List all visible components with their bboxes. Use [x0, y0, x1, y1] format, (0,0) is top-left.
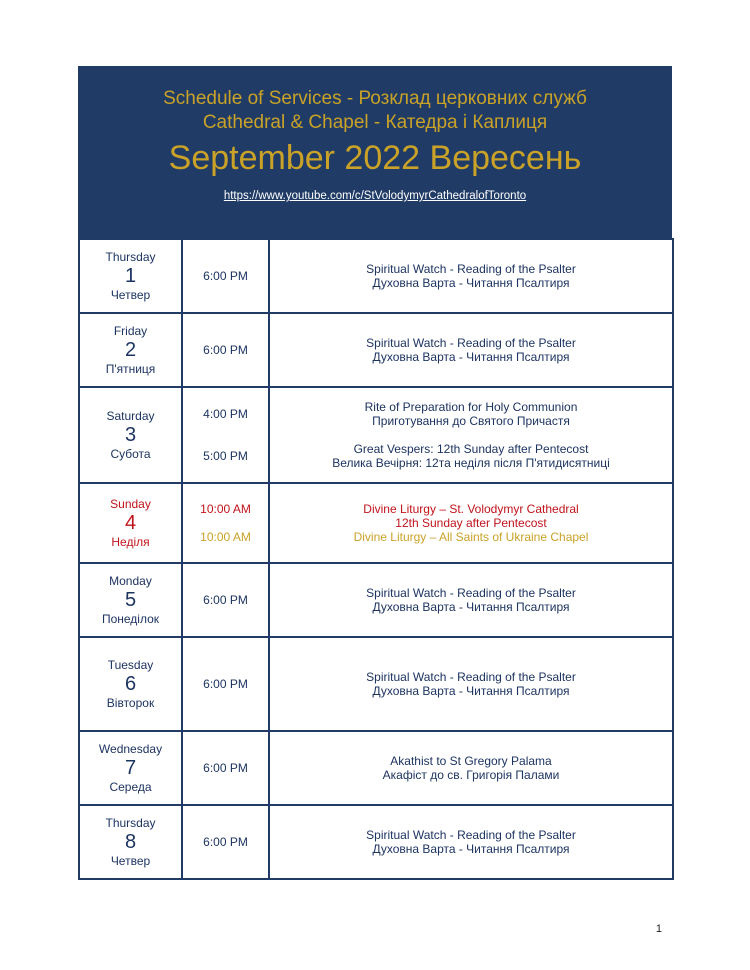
day-name-en: Wednesday	[98, 742, 163, 756]
description-cell	[269, 483, 673, 563]
service-title-en: Spiritual Watch - Reading of the Psalter	[366, 828, 576, 842]
day-name-en: Monday	[109, 574, 152, 588]
table-row	[79, 731, 673, 805]
service-time: 5:00 PM	[203, 449, 248, 463]
table-row	[79, 637, 673, 731]
description-cell	[269, 239, 673, 313]
service-title-uk: Акафіст до св. Григорія Палами	[382, 768, 560, 782]
service-time: 6:00 PM	[203, 593, 248, 607]
service-subtitle: 12th Sunday after Pentecost	[395, 516, 547, 530]
day-name-uk: Понеділок	[101, 612, 160, 626]
day-name-en: Tuesday	[107, 658, 154, 672]
header-month: September 2022 Вересень	[168, 139, 582, 177]
day-number: 6	[124, 673, 137, 695]
service-title-en: Spiritual Watch - Reading of the Psalter	[366, 336, 576, 350]
day-name-en: Saturday	[106, 409, 155, 423]
schedule-table	[78, 238, 674, 880]
description-cell	[269, 731, 673, 805]
day-number: 8	[124, 831, 137, 853]
time-cell	[182, 563, 269, 637]
time-cell	[182, 637, 269, 731]
day-name-uk: Четвер	[110, 288, 151, 302]
day-name-uk: Субота	[110, 447, 151, 461]
service-title-en: Spiritual Watch - Reading of the Psalter	[366, 670, 576, 684]
service-title-uk: Духовна Варта - Читання Псалтиря	[372, 350, 570, 364]
day-number: 2	[124, 339, 137, 361]
day-cell	[79, 239, 182, 313]
time-cell	[182, 387, 269, 483]
day-name-en: Thursday	[105, 816, 156, 830]
service-title-uk: Духовна Варта - Читання Псалтиря	[372, 842, 570, 856]
day-name-uk: П'ятниця	[105, 362, 156, 376]
table-row	[79, 805, 673, 879]
service-title-en: Spiritual Watch - Reading of the Psalter	[366, 586, 576, 600]
service-title-uk: Духовна Варта - Читання Псалтиря	[372, 684, 570, 698]
day-cell	[79, 563, 182, 637]
service-time: 6:00 PM	[203, 269, 248, 283]
table-row	[79, 563, 673, 637]
schedule-document	[78, 66, 672, 880]
service-title-en: Great Vespers: 12th Sunday after Pentecost	[353, 442, 589, 456]
description-cell	[269, 313, 673, 387]
service-time: 10:00 AM	[200, 530, 251, 544]
day-cell	[79, 483, 182, 563]
table-row	[79, 483, 673, 563]
description-cell	[269, 637, 673, 731]
service-time: 6:00 PM	[203, 677, 248, 691]
service-time: 6:00 PM	[203, 343, 248, 357]
service-title-en: Divine Liturgy – All Saints of Ukraine Chapel	[353, 530, 589, 544]
service-time: 6:00 PM	[203, 835, 248, 849]
table-row	[79, 239, 673, 313]
service-title-uk: Велика Вечірня: 12та неділя після П'ятидисятниці	[332, 456, 610, 470]
service-time: 4:00 PM	[203, 407, 248, 421]
description-cell	[269, 387, 673, 483]
schedule-header	[78, 66, 672, 238]
service-title-uk: Духовна Варта - Читання Псалтиря	[372, 600, 570, 614]
day-name-uk: Середа	[109, 780, 152, 794]
day-cell	[79, 731, 182, 805]
service-time: 6:00 PM	[203, 761, 248, 775]
page-number: 1	[655, 923, 662, 935]
table-row	[79, 387, 673, 483]
day-cell	[79, 805, 182, 879]
day-name-en: Friday	[113, 324, 148, 338]
day-cell	[79, 313, 182, 387]
day-cell	[79, 387, 182, 483]
day-number: 1	[124, 265, 137, 287]
service-title-en: Spiritual Watch - Reading of the Psalter	[366, 262, 576, 276]
youtube-link[interactable]: https://www.youtube.com/c/StVolodymyrCathedralofToronto	[223, 190, 527, 202]
time-cell	[182, 239, 269, 313]
day-name-uk: Четвер	[110, 854, 151, 868]
day-name-en: Sunday	[110, 497, 151, 511]
day-name-uk: Неділя	[111, 535, 150, 549]
table-row	[79, 313, 673, 387]
day-name-uk: Вівторок	[106, 696, 155, 710]
day-name-en: Thursday	[105, 250, 156, 264]
header-title-line2: Cathedral & Chapel - Катедра і Каплиця	[202, 112, 548, 133]
description-cell	[269, 805, 673, 879]
day-number: 3	[124, 424, 137, 446]
service-title-uk: Духовна Варта - Читання Псалтиря	[372, 276, 570, 290]
service-title-en: Rite of Preparation for Holy Communion	[364, 400, 578, 414]
day-number: 7	[124, 757, 137, 779]
service-title-en: Akathist to St Gregory Palama	[390, 754, 552, 768]
time-cell	[182, 805, 269, 879]
time-cell	[182, 483, 269, 563]
day-number: 4	[124, 512, 137, 534]
service-title-uk: Приготування до Святого Причастя	[372, 414, 570, 428]
time-cell	[182, 313, 269, 387]
header-title-line1: Schedule of Services - Розклад церковних служб	[163, 88, 587, 109]
service-time: 10:00 AM	[200, 502, 251, 516]
time-cell	[182, 731, 269, 805]
day-cell	[79, 637, 182, 731]
description-cell	[269, 563, 673, 637]
service-title-en: Divine Liturgy – St. Volodymyr Cathedral	[363, 502, 579, 516]
day-number: 5	[124, 589, 137, 611]
